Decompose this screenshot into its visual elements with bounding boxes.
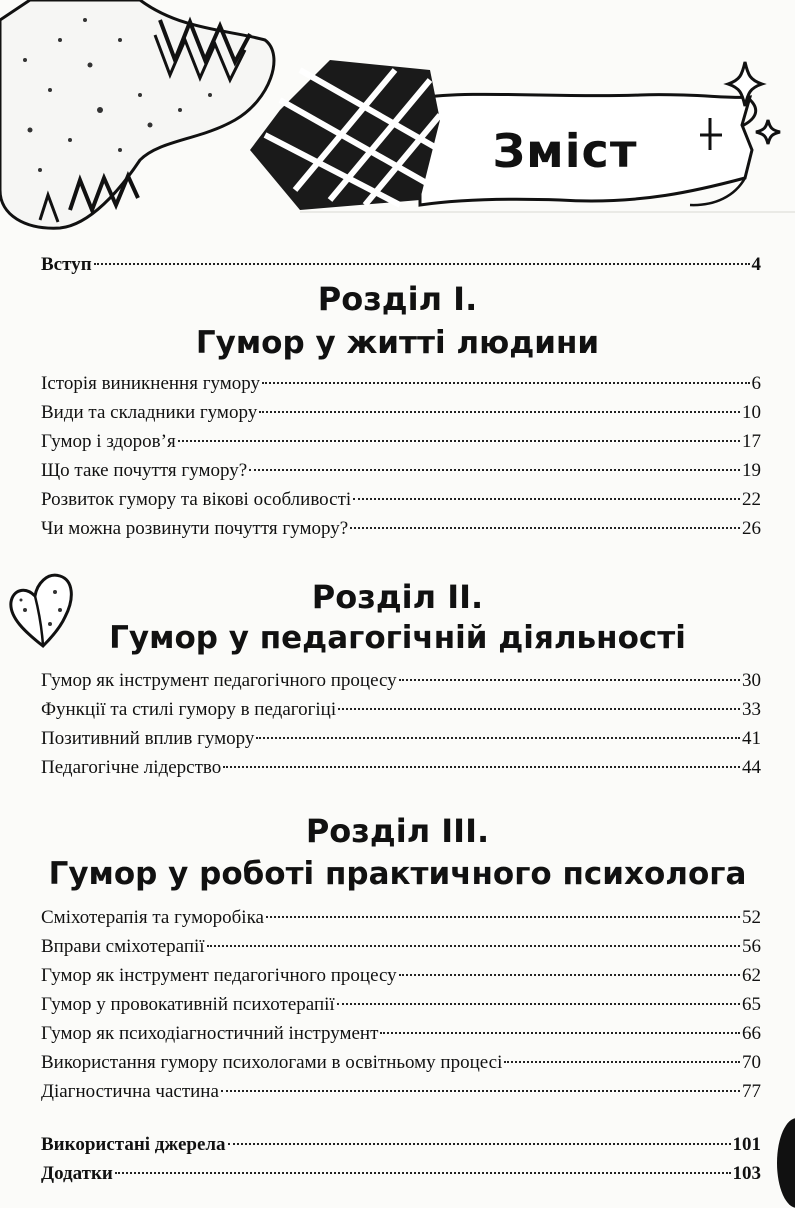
toc-entry-page: 62 xyxy=(742,965,761,986)
toc-entry[interactable] xyxy=(41,698,761,722)
toc-leader xyxy=(221,1090,740,1092)
section-3-label: Розділ ІІІ. xyxy=(305,812,490,850)
toc-entry-page: 103 xyxy=(732,1163,761,1184)
toc-entry[interactable] xyxy=(41,459,761,483)
toc-leader xyxy=(338,708,740,710)
toc-leader xyxy=(259,411,740,413)
toc-entry-page: 26 xyxy=(742,518,761,539)
toc-entry[interactable] xyxy=(41,906,761,930)
toc-title: Зміст xyxy=(492,124,638,178)
toc-entry[interactable] xyxy=(41,1080,761,1104)
toc-entry-title: Історія виникнення гумору xyxy=(41,373,261,394)
toc-leader xyxy=(115,1172,731,1174)
toc-entry-page: 56 xyxy=(742,936,761,957)
toc-leader xyxy=(266,916,740,918)
toc-entry-title: Функції та стилі гумору в педагогіці xyxy=(41,699,337,720)
toc-entry-page: 52 xyxy=(742,907,761,928)
toc-leader xyxy=(207,945,740,947)
toc-leader xyxy=(399,974,740,976)
toc-entry-title: Гумор як інструмент педагогічного процесу xyxy=(41,670,397,691)
toc-entry[interactable] xyxy=(41,756,761,780)
section-3-title: Гумор у роботі практичного психолога xyxy=(48,856,747,892)
toc-leader xyxy=(249,469,740,471)
toc-leader xyxy=(380,1032,740,1034)
toc-entry-page: 44 xyxy=(742,757,761,778)
toc-entry-page: 4 xyxy=(751,254,761,275)
toc-entry-page: 19 xyxy=(742,460,761,481)
toc-entry-page: 66 xyxy=(742,1023,761,1044)
toc-entry-title: Позитивний вплив гумору xyxy=(41,728,255,749)
toc-entry-title: Чи можна розвинути почуття гумору? xyxy=(41,518,349,539)
toc-entry-title: Використання гумору психологами в освітньому процесі xyxy=(41,1052,503,1073)
toc-entry-page: 33 xyxy=(742,699,761,720)
section-1-label: Розділ І. xyxy=(317,280,478,318)
toc-entry[interactable] xyxy=(41,430,761,454)
section-2-label: Розділ ІІ. xyxy=(311,578,484,616)
toc-entry[interactable] xyxy=(41,1051,761,1075)
toc-entry-intro[interactable] xyxy=(41,253,761,277)
section-1-title: Гумор у житті людини xyxy=(195,325,600,361)
toc-entry-page: 77 xyxy=(742,1081,761,1102)
toc-entry-page: 30 xyxy=(742,670,761,691)
toc-entry-page: 70 xyxy=(742,1052,761,1073)
toc-entry-title: Гумор у провокативній психотерапії xyxy=(41,994,335,1015)
toc-entry[interactable] xyxy=(41,488,761,512)
toc-entry[interactable] xyxy=(41,372,761,396)
sock-illustration xyxy=(0,0,274,228)
toc-leader xyxy=(262,382,749,384)
toc-entry[interactable] xyxy=(41,935,761,959)
toc-entry-title: Що таке почуття гумору? xyxy=(41,460,248,481)
toc-entry-sources[interactable] xyxy=(41,1133,761,1157)
toc-entry-title: Вправи сміхотерапії xyxy=(41,936,205,957)
toc-leader xyxy=(350,527,740,529)
toc-entry-title: Сміхотерапія та гуморобіка xyxy=(41,907,264,928)
toc-entry-page: 6 xyxy=(751,373,761,394)
toc-entry-title: Розвиток гумору та вікові особливості xyxy=(41,489,352,510)
toc-leader xyxy=(228,1143,731,1145)
toc-entry-title: Діагностична частина xyxy=(41,1081,219,1102)
toc-entry[interactable] xyxy=(41,517,761,541)
toc-entry-appendices[interactable] xyxy=(41,1162,761,1186)
page-edge-mark xyxy=(777,1118,795,1208)
toc-entry-title: Види та складники гумору xyxy=(41,402,258,423)
plaid-block xyxy=(250,60,440,210)
toc-entry-title: Гумор як психодіагностичний інструмент xyxy=(41,1023,379,1044)
toc-entry[interactable] xyxy=(41,964,761,988)
section-2-title: Гумор у педагогічній діяльності xyxy=(109,620,686,656)
toc-entry-page: 41 xyxy=(742,728,761,749)
toc-entry-page: 10 xyxy=(742,402,761,423)
toc-entry[interactable] xyxy=(41,1022,761,1046)
toc-entry[interactable] xyxy=(41,727,761,751)
toc-leader xyxy=(178,440,740,442)
toc-entry-title: Гумор і здоров’я xyxy=(41,431,176,452)
toc-leader xyxy=(256,737,740,739)
toc-entry-page: 17 xyxy=(742,431,761,452)
toc-entry-page: 65 xyxy=(742,994,761,1015)
header-illustration xyxy=(0,0,795,240)
toc-leader xyxy=(94,263,750,265)
toc-leader xyxy=(399,679,740,681)
toc-entry-title: Педагогічне лідерство xyxy=(41,757,222,778)
toc-entry-title: Використані джерела xyxy=(41,1134,226,1155)
toc-entry-title: Вступ xyxy=(41,254,92,275)
toc-entry-page: 22 xyxy=(742,489,761,510)
toc-leader xyxy=(337,1003,740,1005)
toc-entry[interactable] xyxy=(41,669,761,693)
toc-leader xyxy=(504,1061,740,1063)
toc-entry-title: Додатки xyxy=(41,1163,113,1184)
toc-leader xyxy=(353,498,740,500)
toc-entry[interactable] xyxy=(41,993,761,1017)
toc-entry-title: Гумор як інструмент педагогічного процесу xyxy=(41,965,397,986)
toc-entry[interactable] xyxy=(41,401,761,425)
toc-entry-page: 101 xyxy=(732,1134,761,1155)
toc-leader xyxy=(223,766,740,768)
